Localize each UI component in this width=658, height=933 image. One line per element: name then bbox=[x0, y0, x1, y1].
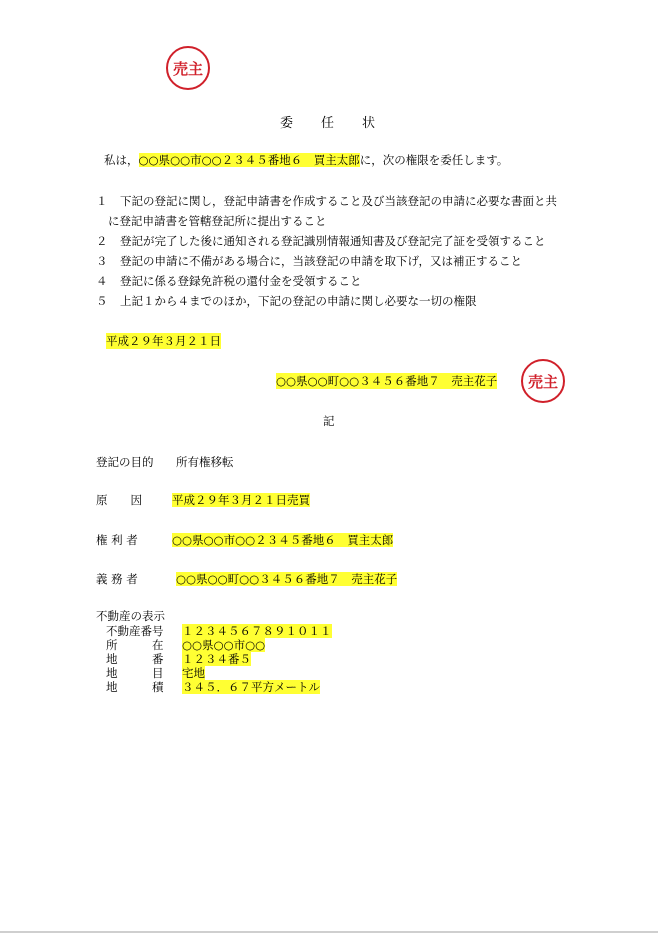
authority-item-1 bbox=[96, 193, 557, 209]
holder-value: ○○県○○市○○２３４５番地６ 買主太郎 bbox=[172, 533, 394, 547]
property-value: ○○県○○市○○ bbox=[182, 638, 266, 652]
purpose-label: 登記の目的 bbox=[96, 455, 154, 469]
property-label: 地 積 bbox=[106, 680, 164, 694]
authority-item-3 bbox=[96, 253, 522, 269]
cause-label: 原 因 bbox=[96, 493, 142, 507]
item-number: ３ bbox=[96, 254, 108, 268]
item-text: 下記の登記に関し，登記申請書を作成すること及び当該登記の申請に必要な書面と共 bbox=[120, 194, 557, 208]
holder-row bbox=[96, 532, 393, 548]
holder-label: 権 利 者 bbox=[96, 533, 138, 547]
authority-item-2 bbox=[96, 233, 546, 249]
item-text: 登記に係る登録免許税の還付金を受領すること bbox=[120, 274, 362, 288]
ki-heading: 記 bbox=[323, 414, 335, 428]
property-label: 地 番 bbox=[106, 652, 164, 666]
title-char: 委 bbox=[280, 116, 294, 131]
intro-suffix: に，次の権限を委任します。 bbox=[359, 153, 509, 167]
item-text: に登記申請書を管轄登記所に提出すること bbox=[108, 214, 327, 228]
item-text: 登記の申請に不備がある場合に，当該登記の申請を取下げ，又は補正すること bbox=[120, 254, 523, 268]
title-char: 状 bbox=[362, 116, 376, 131]
property-value: １２３４５６７８９１０１１ bbox=[182, 624, 332, 638]
property-label: 所 在 bbox=[106, 638, 164, 652]
authority-item-4 bbox=[96, 273, 362, 289]
seller-seal-right bbox=[521, 359, 565, 403]
principal-address: ○○県○○市○○２３４５番地６ 買主太郎 bbox=[138, 153, 360, 167]
property-label: 不動産番号 bbox=[106, 624, 164, 638]
item-number: １ bbox=[96, 194, 108, 208]
obligor-row bbox=[96, 571, 397, 587]
item-text: 上記１から４までのほか，下記の登記の申請に関し必要な一切の権限 bbox=[120, 294, 477, 308]
intro-line bbox=[104, 152, 508, 168]
grantor-address: ○○県○○町○○３４５６番地７ 売主花子 bbox=[276, 374, 498, 388]
property-row bbox=[106, 666, 205, 680]
document-title bbox=[266, 112, 389, 131]
item-text: 登記が完了した後に通知される登記識別情報通知書及び登記完了証を受領すること bbox=[120, 234, 546, 248]
title-char: 任 bbox=[321, 116, 335, 131]
intro-prefix: 私は， bbox=[104, 153, 139, 167]
item-number: ２ bbox=[96, 234, 108, 248]
purpose-row bbox=[96, 454, 234, 470]
property-value: １２３４番５ bbox=[182, 652, 251, 666]
seller-seal-top bbox=[166, 46, 210, 90]
obligor-label: 義 務 者 bbox=[96, 572, 138, 586]
cause-row bbox=[96, 492, 310, 508]
property-row bbox=[106, 624, 332, 638]
property-row bbox=[106, 652, 251, 666]
purpose-value: 所有権移転 bbox=[176, 455, 234, 469]
authority-item-1-cont bbox=[108, 213, 327, 229]
item-number: ５ bbox=[96, 294, 108, 308]
document-date: 平成２９年３月２１日 bbox=[106, 334, 221, 348]
property-label: 地 目 bbox=[106, 666, 164, 680]
property-row bbox=[106, 638, 265, 652]
seal-text: 売主 bbox=[172, 59, 203, 78]
property-value: 宅地 bbox=[182, 666, 205, 680]
property-value: ３４５．６７平方メートル bbox=[182, 680, 320, 694]
obligor-value: ○○県○○町○○３４５６番地７ 売主花子 bbox=[176, 572, 398, 586]
seal-text: 売主 bbox=[527, 372, 558, 391]
property-row bbox=[106, 680, 320, 694]
cause-value: 平成２９年３月２１日売買 bbox=[172, 493, 310, 507]
item-number: ４ bbox=[96, 274, 108, 288]
property-heading: 不動産の表示 bbox=[96, 609, 165, 623]
authority-item-5 bbox=[96, 293, 477, 309]
